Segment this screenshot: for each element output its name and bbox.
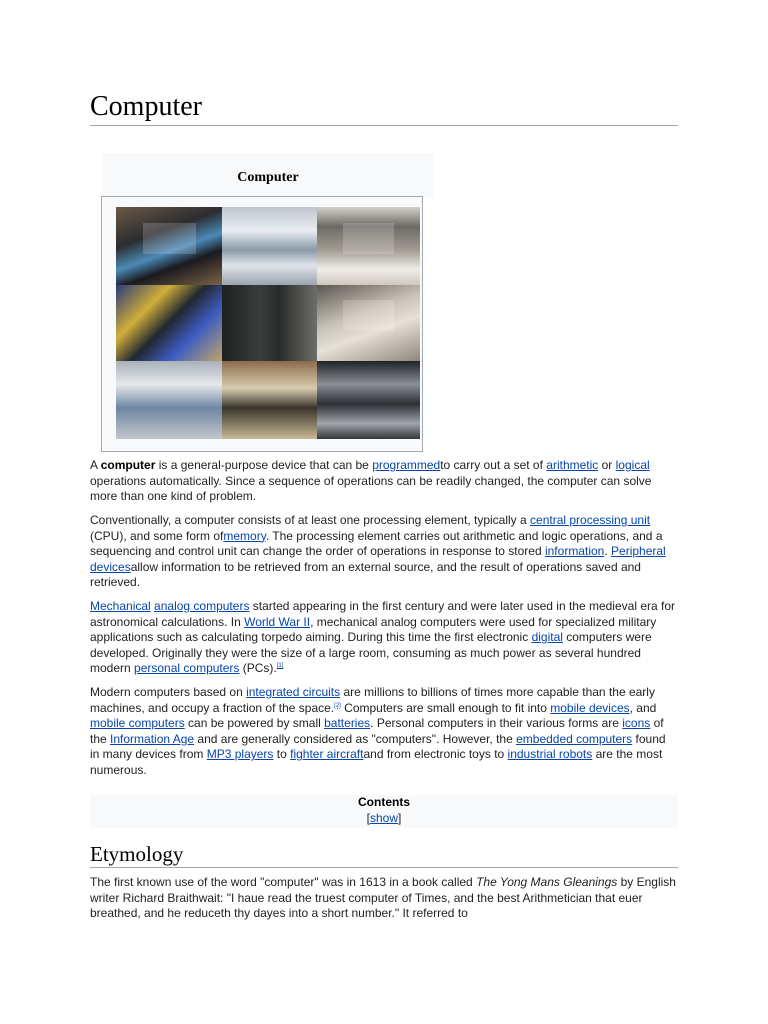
link-world-war-ii[interactable]: World War II <box>244 614 311 629</box>
page-title: Computer <box>90 90 678 126</box>
link-integrated-circuits[interactable]: integrated circuits <box>246 685 341 699</box>
link-information-age[interactable]: Information Age <box>110 731 195 746</box>
computer-collage-image[interactable] <box>116 207 420 439</box>
link-mp3-players[interactable]: MP3 players <box>206 747 274 762</box>
intro-paragraph-1: A computer is a general-purpose device that can be programmedto carry out a set of arithmetic or logical operations automatically. Since a sequence of operations can be readily changed, the computer can solve more than one kind of problem. <box>90 458 652 504</box>
toc-toggle: [show] <box>366 811 402 825</box>
book-title: The Yong Mans Gleanings <box>476 875 618 889</box>
citation-1[interactable]: [1] <box>276 663 284 670</box>
link-mobile-computers[interactable]: mobile computers <box>90 716 185 731</box>
link-central-processing-unit[interactable]: central processing unit <box>530 513 651 527</box>
infobox <box>101 196 423 452</box>
motherboard-photo <box>116 285 222 361</box>
link-embedded-computers[interactable]: embedded computers <box>516 731 633 746</box>
etymology-paragraph: The first known use of the word "computer" was in 1613 in a book called The Yong Mans Gleanings by English writer Richard Braithwait: "I haue read the truest computer of Times, and the best Arithmetician that euer breathed, and he reduceth thy dayes into a short number." It referred to <box>90 875 676 921</box>
toc-title: Contents <box>358 795 410 809</box>
bold-term: computer <box>100 458 156 472</box>
link-memory[interactable]: memory <box>223 528 266 543</box>
laptop-photo <box>116 207 222 285</box>
link-industrial-robots[interactable]: industrial robots <box>507 747 593 762</box>
intro-paragraph-2: Conventionally, a computer consists of at least one processing element, typically a central processing unit (CPU), and some form ofmemory. The processing element carries out arithmetic and logic operations, and a sequencing and control unit can change the order of operations in response to stored information. Peripheral devicesallow information to be retrieved from an external source, and the result of operations saved and retrieved. <box>90 513 666 590</box>
vintage-terminal-photo <box>317 207 420 285</box>
link-digital[interactable]: digital <box>531 630 563 645</box>
link-fighter-aircraft[interactable]: fighter aircraft <box>290 747 364 762</box>
desktop-tower-photo <box>317 285 420 361</box>
intro-paragraph-3: Mechanical analog computers started appearing in the first century and were later used in the medieval era for astronomical calculations. In World War II, mechanical analog computers were used for specialized military applications such as calculating torpedo aiming. During this time the first electronic digital computers were developed. Originally they were the size of a large room, consuming as much power as several hundred modern personal computers (PCs).[1] <box>90 599 676 676</box>
supercomputer-room-photo <box>222 207 317 285</box>
link-logical[interactable]: logical <box>615 458 650 472</box>
link-mobile-devices[interactable]: mobile devices <box>550 700 630 715</box>
link-peripheral-devices[interactable]: Peripheral devices <box>90 544 666 574</box>
link-analog-computers[interactable]: analog computers <box>154 599 250 613</box>
link-programmed[interactable]: programmed <box>372 458 441 472</box>
infobox-caption: Computer <box>103 153 433 197</box>
link-personal-computers[interactable]: personal computers <box>134 661 240 676</box>
link-arithmetic[interactable]: arithmetic <box>546 458 599 472</box>
citation-2[interactable]: [2] <box>334 702 341 709</box>
link-icons[interactable]: icons <box>622 716 651 731</box>
home-computer-photo <box>222 361 317 439</box>
mainframe-photo <box>116 361 222 439</box>
toc-show-link[interactable]: show <box>369 811 398 825</box>
server-cabinet-photo <box>222 285 317 361</box>
link-batteries[interactable]: batteries <box>324 716 371 731</box>
link-information[interactable]: information <box>544 544 605 559</box>
link-mechanical[interactable]: Mechanical <box>90 599 151 613</box>
table-of-contents <box>90 795 678 828</box>
rack-servers-photo <box>317 361 420 439</box>
intro-paragraph-4: Modern computers based on integrated circuits are millions to billions of times more capable than the early machines, and occupy a fraction of the space.[2] Computers are small enough to fit into mobile devices, and mobile computers can be powered by small batteries. Personal computers in their various forms are icons of the Information Age and are generally considered as "computers". However, the embedded computers found in many devices from MP3 players to fighter aircraftand from electronic toys to industrial robots are the most numerous. <box>90 685 666 777</box>
section-heading-etymology: Etymology <box>90 842 678 868</box>
